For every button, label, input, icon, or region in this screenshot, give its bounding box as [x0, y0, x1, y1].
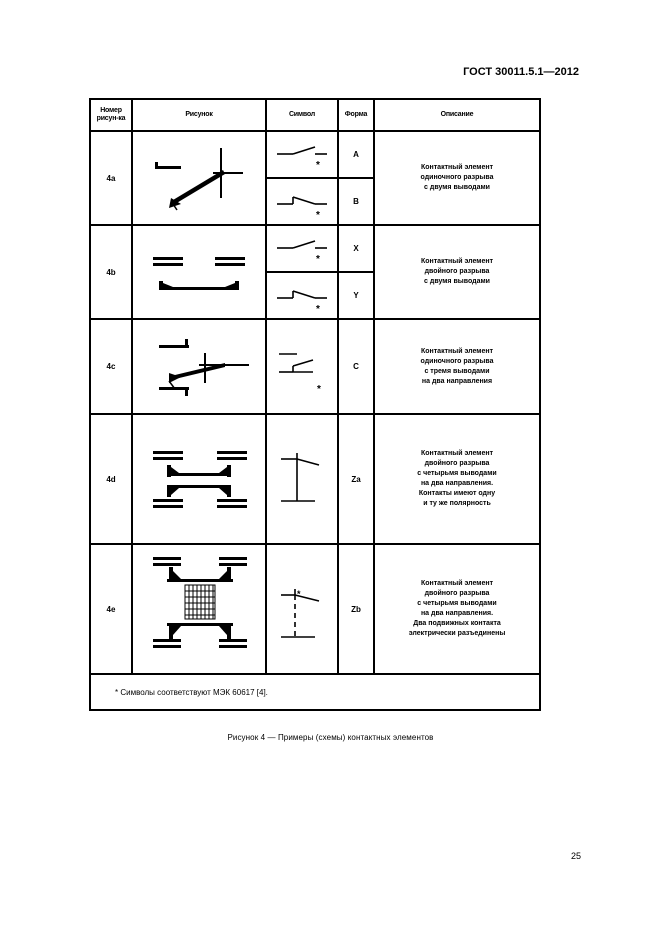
description-line: с четырьмя выводами [417, 470, 497, 477]
drawing-4d [132, 414, 266, 544]
symbol-4a-A [266, 131, 338, 178]
page-number: 25 [570, 851, 581, 861]
symbol-4c [266, 319, 338, 414]
figure-number: 4d [90, 414, 132, 544]
drawing-4b [132, 225, 266, 319]
symbol-4a-B [266, 178, 338, 225]
contact-drawing-4e [139, 551, 259, 667]
description-4b [374, 225, 540, 319]
figure-number: 4e [90, 544, 132, 674]
form-label: Zb [338, 544, 374, 674]
description-4a [374, 131, 540, 225]
description-line: одиночного разрыва [420, 357, 494, 365]
footnote-row [90, 674, 540, 710]
description-line: на два направления [421, 377, 493, 385]
contact-symbol-b [269, 182, 335, 222]
description-line: электрически разъединены [408, 630, 506, 637]
description-line: на два направления. [420, 610, 494, 617]
asterisk: * [297, 589, 301, 599]
header-form: Форма [338, 99, 374, 131]
description-line: двойного разрыва [424, 590, 490, 597]
contact-symbol-y [269, 276, 335, 316]
contact-elements-table [89, 98, 541, 711]
description-line: с двумя выводами [424, 184, 490, 191]
description-line: Контакты имеют одну [418, 490, 496, 497]
contact-symbol-x [269, 229, 335, 269]
description-4d [374, 414, 540, 544]
header-drawing: Рисунок [132, 99, 266, 131]
form-label: Y [338, 272, 374, 319]
contact-drawing-4a [139, 138, 259, 218]
description-line: двойного разрыва [424, 460, 490, 467]
form-label: A [338, 131, 374, 178]
table-row [90, 544, 540, 674]
form-label: C [338, 319, 374, 414]
symbol-4b-X [266, 225, 338, 272]
figure-number: 4a [90, 131, 132, 225]
form-label: Za [338, 414, 374, 544]
drawing-4a [132, 131, 266, 225]
contact-symbol-zb [269, 559, 335, 659]
table-header-row [90, 99, 540, 131]
description-line: одиночного разрыва [420, 174, 494, 181]
drawing-4c [132, 319, 266, 414]
symbol-4d [266, 414, 338, 544]
figure-number: 4b [90, 225, 132, 319]
table-row [90, 319, 540, 414]
description-line: Контактный элемент [420, 450, 494, 457]
footnote: * Символы соответствуют МЭК 60617 [4]. [90, 674, 540, 710]
description-4e [374, 544, 540, 674]
description-line: Контактный элемент [420, 164, 494, 171]
header-symbol: Символ [266, 99, 338, 131]
description-line: и ту же полярность [423, 500, 491, 507]
description-line: Контактный элемент [420, 580, 494, 587]
description-line: двойного разрыва [424, 268, 490, 275]
description-line: с двумя выводами [424, 278, 490, 285]
header-description: Описание [374, 99, 540, 131]
header-number: Номер рисун-ка [90, 99, 132, 131]
contact-drawing-4d [139, 429, 259, 529]
drawing-4e [132, 544, 266, 674]
table-row [90, 225, 540, 272]
symbol-4b-Y [266, 272, 338, 319]
asterisk: * [316, 159, 320, 171]
form-label: X [338, 225, 374, 272]
table-row [90, 414, 540, 544]
contact-symbol-za [269, 429, 335, 529]
figure-number: 4c [90, 319, 132, 414]
asterisk: * [316, 253, 320, 265]
contact-drawing-4b [139, 237, 259, 307]
symbol-4e [266, 544, 338, 674]
asterisk: * [316, 303, 320, 315]
contact-symbol-c [269, 332, 335, 402]
contact-symbol-a [269, 135, 335, 175]
description-line: Два подвижных контакта [413, 620, 501, 627]
document-number: ГОСТ 30011.5.1—2012 [463, 66, 579, 78]
figure-caption: Рисунок 4 — Примеры (схемы) контактных элементов [227, 733, 434, 742]
description-line: с тремя выводами [424, 367, 490, 375]
asterisk: * [316, 209, 320, 221]
description-line: Контактный элемент [420, 347, 494, 355]
description-line: Контактный элемент [420, 258, 494, 265]
description-line: с четырьмя выводами [417, 600, 497, 607]
contact-drawing-4c [139, 327, 259, 407]
form-label: B [338, 178, 374, 225]
description-4c [374, 319, 540, 414]
table-row [90, 131, 540, 178]
description-line: на два направления. [420, 480, 494, 487]
asterisk: * [317, 383, 321, 395]
